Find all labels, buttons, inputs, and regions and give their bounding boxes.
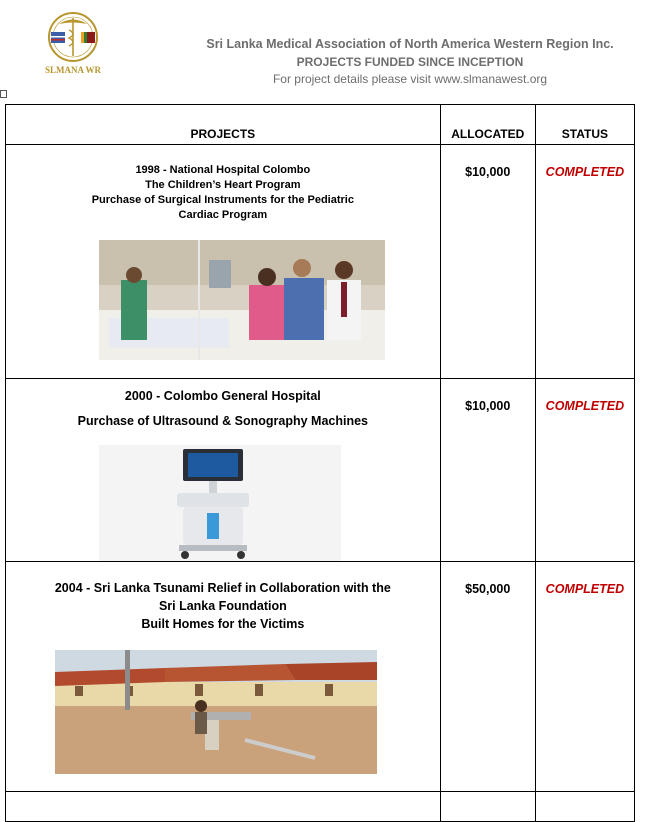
project-line: 1998 - National Hospital Colombo [135, 164, 311, 176]
column-header-allocated: ALLOCATED [440, 105, 535, 145]
column-header-status: STATUS [535, 105, 634, 145]
project-line: 2004 - Sri Lanka Tsunami Relief in Collaboration with the [54, 581, 391, 595]
column-header-projects: PROJECTS [6, 105, 441, 145]
anchor-mark-icon [0, 90, 7, 98]
visit-note: For project details please visit www.slmanawest.org [272, 72, 548, 86]
status-badge: COMPLETED [535, 145, 634, 379]
project-description [6, 562, 440, 633]
project-cell [6, 562, 441, 792]
project-line: Cardiac Program [178, 209, 268, 221]
table-row [6, 379, 635, 562]
project-line: Built Homes for the Victims [141, 617, 305, 631]
projects-table [5, 104, 635, 822]
allocated-amount: $10,000 [440, 379, 535, 562]
allocated-amount [440, 792, 535, 822]
table-row [6, 145, 635, 379]
ultrasound-machine-photo [99, 445, 341, 561]
project-cell [6, 792, 441, 822]
allocated-amount: $10,000 [440, 145, 535, 379]
project-line: Sri Lanka Foundation [158, 599, 287, 613]
page-subtitle: PROJECTS FUNDED SINCE INCEPTION [296, 55, 524, 69]
project-line: Purchase of Ultrasound & Sonography Machines [77, 414, 368, 428]
project-cell [6, 145, 441, 379]
status-badge [535, 792, 634, 822]
hospital-ward-photo [99, 240, 385, 360]
table-row [6, 562, 635, 792]
allocated-amount: $50,000 [440, 562, 535, 792]
project-description [6, 145, 440, 223]
status-badge: COMPLETED [535, 562, 634, 792]
status-badge: COMPLETED [535, 379, 634, 562]
project-description [6, 379, 440, 434]
table-row [6, 792, 635, 822]
project-cell [6, 379, 441, 562]
logo-text: SLMANA WR [44, 65, 102, 75]
slmana-logo [33, 10, 113, 78]
project-line: Purchase of Surgical Instruments for the Pediatric [91, 194, 354, 206]
tsunami-homes-photo [55, 650, 377, 774]
table-header-row [6, 105, 635, 145]
organization-name: Sri Lanka Medical Association of North America Western Region Inc. [206, 37, 614, 51]
project-line: The Children’s Heart Program [145, 179, 301, 191]
project-line: 2000 - Colombo General Hospital [124, 389, 321, 403]
